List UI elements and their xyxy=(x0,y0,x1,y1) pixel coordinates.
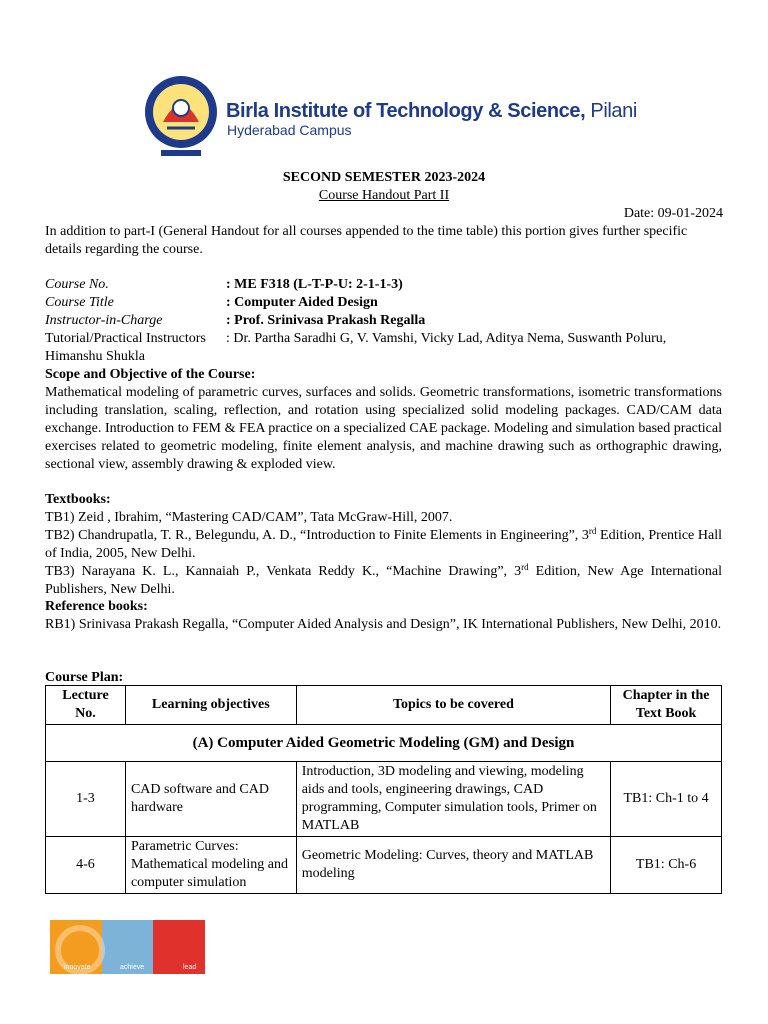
chapter-cell: TB1: Ch-1 to 4 xyxy=(611,762,722,837)
chapter-cell: TB1: Ch-6 xyxy=(611,837,722,894)
textbook-tb3: TB3) Narayana K. L., Kannaiah P., Venkata Reddy K., “Machine Drawing”, 3rd Edition, New Age International Publishers, New Delhi. xyxy=(45,562,722,597)
column-header-objectives: Learning objectives xyxy=(125,686,296,725)
campus-name: Hyderabad Campus xyxy=(227,122,352,138)
lecture-cell: 1-3 xyxy=(46,762,126,837)
tutorial-instructors-continued: Himanshu Shukla xyxy=(45,349,145,364)
handout-date: Date: 09-01-2024 xyxy=(623,206,723,221)
lead-word: lead xyxy=(183,964,197,971)
textbook-tb2: TB2) Chandrupatla, T. R., Belegundu, A. D., “Introduction to Finite Elements in Engineering”, 3rd Edition, Prentice Hall of India, 2005, New Delhi. xyxy=(45,526,722,561)
course-no-row xyxy=(45,276,722,294)
innovate-word: innovate xyxy=(64,964,91,971)
objective-cell: Parametric Curves: Mathematical modeling and computer simulation xyxy=(125,837,296,894)
instructor-in-charge-row xyxy=(45,312,722,330)
topics-cell: Geometric Modeling: Curves, theory and MATLAB modeling xyxy=(296,837,610,894)
table-header-row xyxy=(46,686,722,725)
course-plan-heading: Course Plan: xyxy=(45,670,124,685)
instructor-in-charge-value: : Prof. Srinivasa Prakash Regalla xyxy=(226,313,426,328)
tutorial-instructors-row xyxy=(45,330,722,348)
table-row xyxy=(46,837,722,894)
column-header-chapter: Chapter in the Text Book xyxy=(611,686,722,725)
column-header-topics: Topics to be covered xyxy=(296,686,610,725)
column-header-lecture: Lecture No. xyxy=(46,686,126,725)
course-title-row xyxy=(45,294,722,312)
handout-part-title: Course Handout Part II xyxy=(318,188,450,203)
institute-logo xyxy=(141,64,637,168)
course-plan-table xyxy=(45,685,722,894)
section-title: (A) Computer Aided Geometric Modeling (GM) and Design xyxy=(46,725,722,762)
course-no-label: Course No. xyxy=(45,277,109,292)
objective-cell: CAD software and CAD hardware xyxy=(125,762,296,837)
course-title-value: : Computer Aided Design xyxy=(226,295,378,310)
achieve-word: achieve xyxy=(120,964,145,971)
institute-name: Birla Institute of Technology & Science, Pilani xyxy=(226,100,637,122)
reference-books-heading: Reference books: xyxy=(45,599,148,614)
scope-text: Mathematical modeling of parametric curves, surfaces and solids. Geometric transformations, isometric transformations including translation, scaling, reflection, and rotation using specialized solid modeling packages. CAD/CAM data exchange. Introduction to FEM & FEA practice on a specialized CAE package. Modeling and simulation based practical exercises related to geometric modeling, finite element analysis, and machine drawing such as orthographic drawing, sectional view, assembly drawing & exploded view. xyxy=(45,385,722,472)
lecture-cell: 4-6 xyxy=(46,837,126,894)
table-section-row xyxy=(46,725,722,762)
topics-cell: Introduction, 3D modeling and viewing, modeling aids and tools, engineering drawings, CAD programming, Computer simulation tools, Primer on MATLAB xyxy=(296,762,610,837)
table-row xyxy=(46,762,722,837)
reference-rb1: RB1) Srinivasa Prakash Regalla, “Computer Aided Analysis and Design”, IK International Publishers, New Delhi, 2010. xyxy=(45,617,722,632)
institute-seal-icon xyxy=(141,64,221,168)
intro-paragraph: In addition to part-I (General Handout for all courses appended to the time table) this portion gives further specific details regarding the course. xyxy=(45,224,688,257)
textbook-tb1: TB1) Zeid , Ibrahim, “Mastering CAD/CAM”, Tata McGraw-Hill, 2007. xyxy=(45,510,453,525)
scope-heading: Scope and Objective of the Course: xyxy=(45,367,256,382)
tutorial-instructors-value: : Dr. Partha Saradhi G, V. Vamshi, Vicky Lad, Aditya Nema, Suswanth Poluru, xyxy=(226,331,667,346)
course-no-value: : ME F318 (L-T-P-U: 2-1-1-3) xyxy=(226,277,403,292)
instructor-in-charge-label: Instructor-in-Charge xyxy=(45,313,163,328)
semester-title: SECOND SEMESTER 2023-2024 xyxy=(282,170,486,185)
innovate-achieve-lead-logo xyxy=(50,920,205,974)
course-title-label: Course Title xyxy=(45,295,114,310)
tutorial-instructors-label: Tutorial/Practical Instructors xyxy=(45,331,206,346)
textbooks-heading: Textbooks: xyxy=(45,492,111,507)
